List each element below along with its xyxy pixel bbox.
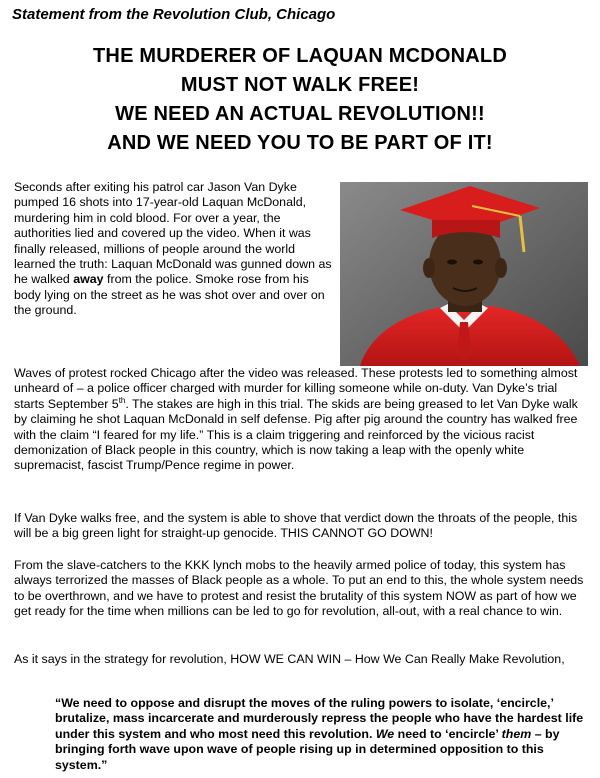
headline-line-3: WE NEED AN ACTUAL REVOLUTION!! — [115, 103, 485, 125]
kicker-line: Statement from the Revolution Club, Chicago — [12, 6, 336, 23]
graduation-photo — [340, 182, 588, 366]
headline — [0, 42, 600, 158]
quote-part-5: – by bringing forth wave upon wave of people rising up in determined opposition to this system.” — [55, 726, 560, 772]
headline-line-4: AND WE NEED YOU TO BE PART OF IT! — [107, 132, 493, 154]
graduation-portrait-image — [340, 182, 588, 366]
quote-emphasis-we: We — [375, 726, 395, 741]
headline-line-2: MUST NOT WALK FREE! — [180, 74, 420, 96]
quote-part-3: need to ‘encircle’ — [394, 726, 502, 741]
quote-part-1: “We need to oppose and disrupt the moves of the ruling powers to isolate, ‘encircle,’ brutalize, mass incarcerate and murderously repress the people who have the hardest life under this system and who most need this revolution. — [55, 696, 584, 741]
quote-emphasis-them: them — [501, 726, 532, 741]
intro-text-end: from the police. Smoke rose from his body lying on the street as he was shot over and over on the ground. — [14, 272, 325, 318]
intro-paragraph — [14, 180, 332, 319]
paragraph-verdict: If Van Dyke walks free, and the system is able to shove that verdict down the throats of the people, this will be a big green light for straight-up genocide. THIS CANNOT GO DOWN! — [14, 511, 578, 541]
paragraph-trial — [14, 366, 588, 474]
strategy-quote — [55, 696, 591, 773]
paragraph-trial-sup: th — [118, 395, 126, 405]
paragraph-trial-start: Waves of protest rocked Chicago after the video was released. These protests led to something almost unheard of – a police officer charged with murder for killing someone while on-duty. Van Dyke’s trial starts September 5 — [14, 366, 578, 411]
paragraph-trial-end: . The stakes are high in this trial. The skids are being greased to let Van Dyke walk by claiming he shot Laquan McDonald in self defense. Pig after pig around the country has walked free with the claim “I feared for my life.” This is a claim triggering and reinforced by the vicious racist demonization of Black people in this country, which is now taking a leap with the openly white supremacist, fascist Trump/Pence regime in power. — [14, 396, 578, 473]
paragraph-strategy: As it says in the strategy for revolution, HOW WE CAN WIN – How We Can Really Make Revolution, — [14, 652, 565, 666]
headline-line-1: THE MURDERER OF LAQUAN MCDONALD — [93, 45, 507, 67]
intro-text-start: Seconds after exiting his patrol car Jason Van Dyke pumped 16 shots into 17-year-old Laquan McDonald, murdering him in cold blood. For over a year, the authorities lied and covered up the video. When it was finally released, millions of people around the world learned the truth: Laquan McDonald was gunned down as he walked — [14, 180, 332, 287]
paragraph-history: From the slave-catchers to the KKK lynch mobs to the heavily armed police of today, this system has always terrorized the masses of Black people as a whole. To put an end to this, the whole system needs to be overthrown, and we have to protest and resist the brutality of this system NOW as part of how we get ready for the time when millions can be led to go for revolution, all-out, with a real chance to win. — [14, 558, 584, 619]
intro-emphasis: away — [73, 272, 104, 287]
